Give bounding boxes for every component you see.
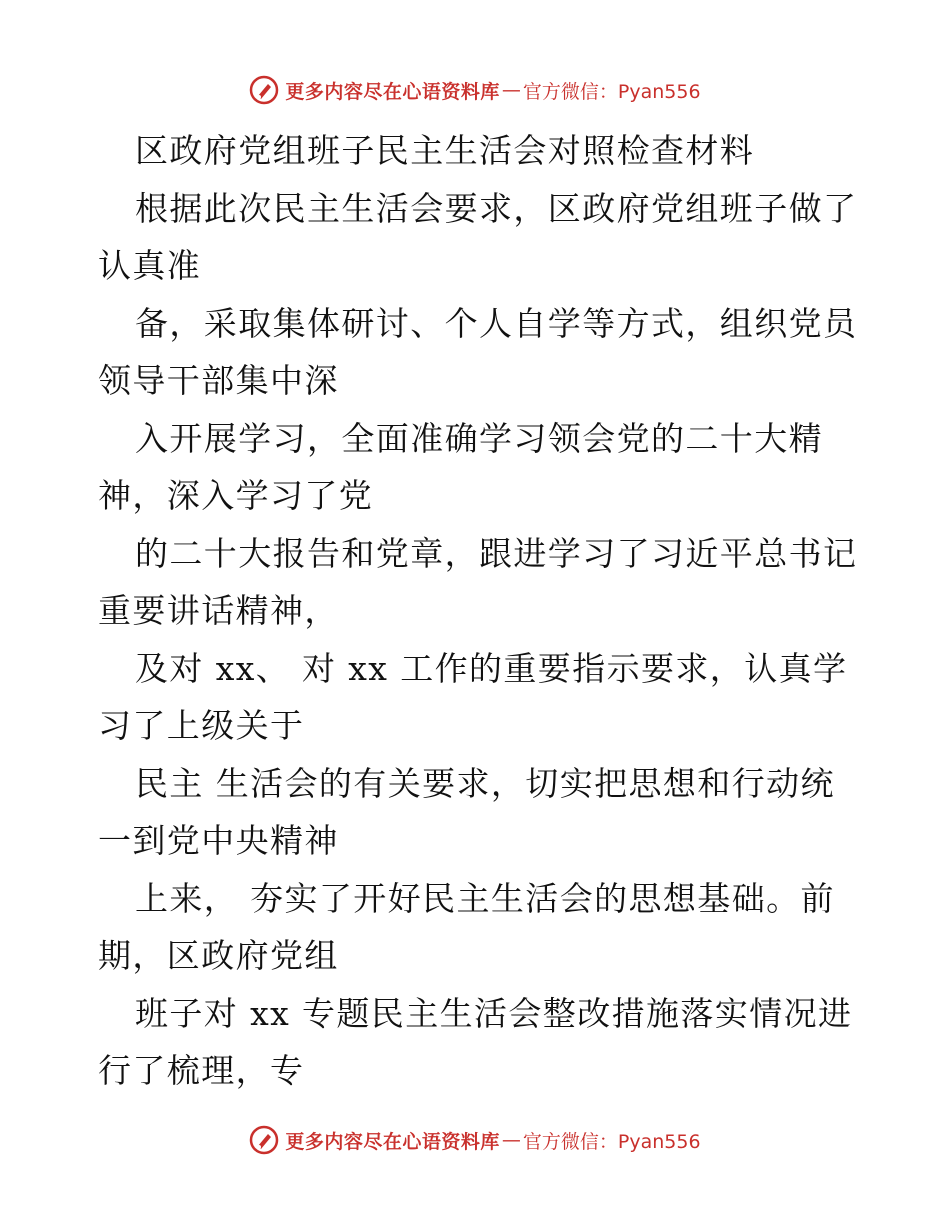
paragraph-line: 神，深入学习了党 <box>98 476 374 515</box>
document-title: 区政府党组班子民主生活会对照检查材料 <box>135 131 755 170</box>
paragraph-line: 重要讲话精神， <box>98 591 339 630</box>
paragraph-line: 备，采取集体研讨、个人自学等方式，组织党员 <box>135 303 858 343</box>
header-banner <box>0 70 950 110</box>
paragraph-line: 习了上级关于 <box>98 706 305 745</box>
paragraph-line: 民主 生活会的有关要求，切实把思想和行动统 <box>135 763 835 803</box>
pen-circle-logo <box>249 75 279 105</box>
paragraph-line: 班子对 xx 专题民主生活会整改措施落实情况进 <box>135 993 853 1033</box>
pen-circle-logo <box>249 1125 279 1155</box>
footer-banner <box>0 1120 950 1160</box>
banner-separator: — <box>501 79 521 101</box>
banner-wechat: 官方微信：Pyan556 <box>522 1130 701 1153</box>
banner-wechat: 官方微信：Pyan556 <box>522 80 701 103</box>
paragraph-line: 行了梳理，专 <box>98 1051 305 1090</box>
banner-title: 更多内容尽在心语资料库 <box>285 80 500 103</box>
paragraph-line: 的二十大报告和党章，跟进学习了习近平总书记 <box>135 533 858 573</box>
paragraph-line: 根据此次民主生活会要求，区政府党组班子做了 <box>135 188 858 228</box>
paragraph-line: 一到党中央精神 <box>98 821 339 860</box>
paragraph-line: 期，区政府党组 <box>98 936 339 975</box>
banner-title: 更多内容尽在心语资料库 <box>285 1130 500 1153</box>
paragraph-line: 领导干部集中深 <box>98 361 339 400</box>
paragraph-line: 入开展学习，全面准确学习领会党的二十大精 <box>135 418 823 458</box>
paragraph-line: 认真准 <box>98 246 202 285</box>
banner-separator: — <box>501 1129 521 1151</box>
document-body <box>98 122 858 1100</box>
paragraph-line: 及对 xx、 对 xx 工作的重要指示要求，认真学 <box>135 648 848 688</box>
paragraph-line: 上来， 夯实了开好民主生活会的思想基础。前 <box>135 878 835 918</box>
